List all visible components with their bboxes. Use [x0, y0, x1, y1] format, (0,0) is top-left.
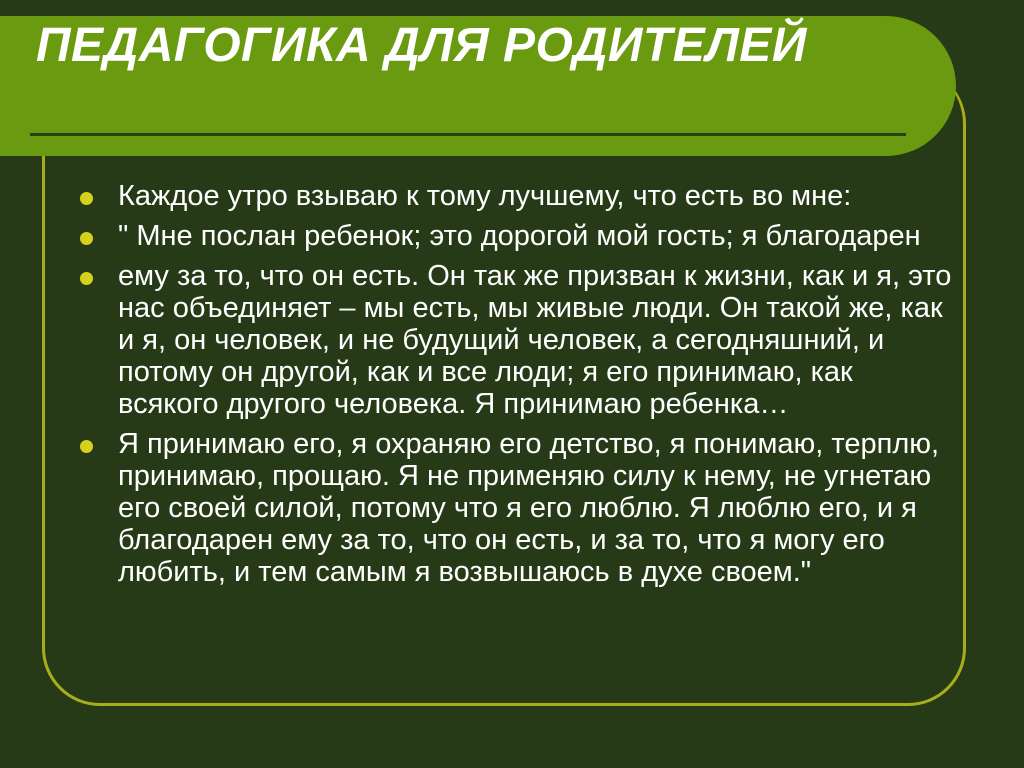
bullet-text: Каждое утро взываю к тому лучшему, что есть во мне:: [118, 180, 852, 212]
bullet-item: [80, 260, 960, 420]
bullet-list: [80, 180, 960, 596]
bullet-dot-icon: [80, 232, 93, 245]
slide-title: ПЕДАГОГИКА ДЛЯ РОДИТЕЛЕЙ: [36, 19, 807, 72]
bullet-item: [80, 220, 960, 252]
bullet-dot-icon: [80, 272, 93, 285]
bullet-item: [80, 180, 960, 212]
bullet-text: ему за то, что он есть. Он так же призван к жизни, как и я, это нас объединяет – мы есть, мы живые люди. Он такой же, как и я, он человек, и не будущий человек, а сегодняшний, и потому он другой, как и все люди; я его принимаю, как всякого другого человека. Я принимаю ребенка…: [118, 260, 952, 420]
bullet-dot-icon: [80, 440, 93, 453]
bullet-item: [80, 428, 960, 588]
bullet-text: Я принимаю его, я охраняю его детство, я понимаю, терплю, принимаю, прощаю. Я не применяю силу к нему, не угнетаю его своей силой, потому что я его люблю. Я люблю его, и я благодарен ему за то, что он есть, и за то, что я могу его любить, и тем самым я возвышаюсь в духе своем.": [118, 428, 940, 588]
bullet-dot-icon: [80, 192, 93, 205]
title-divider: [30, 133, 906, 136]
bullet-text: " Мне послан ребенок; это дорогой мой гость; я благодарен: [118, 220, 921, 252]
